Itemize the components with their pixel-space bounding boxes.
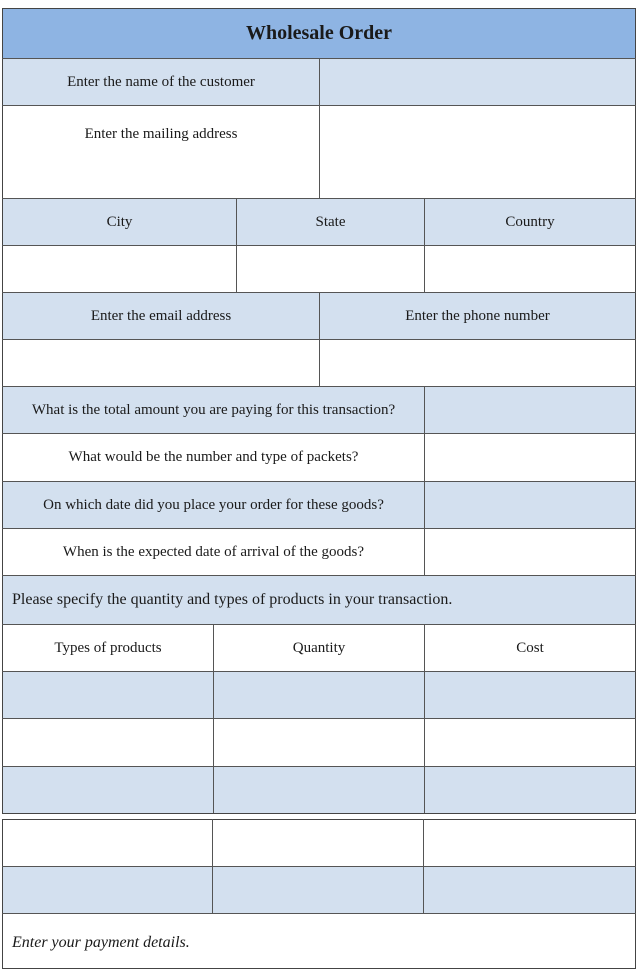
total-amount-input[interactable] (425, 387, 635, 433)
divider (2, 528, 636, 529)
product-cost-cell[interactable] (425, 672, 635, 718)
divider (2, 913, 636, 914)
email-input[interactable] (3, 340, 319, 386)
state-input[interactable] (237, 246, 424, 292)
divider (2, 866, 636, 867)
customer-name-input[interactable] (320, 59, 635, 105)
product-cost-cell[interactable] (425, 767, 635, 813)
divider (2, 671, 636, 672)
divider (424, 624, 425, 813)
payment-details-label: Enter your payment details. (12, 933, 190, 951)
packets-input[interactable] (425, 434, 635, 481)
divider (2, 481, 636, 482)
divider (2, 198, 636, 199)
divider (319, 58, 320, 198)
form-title: Wholesale Order (3, 9, 635, 58)
product-quantity-cell[interactable] (213, 820, 423, 866)
product-type-cell[interactable] (3, 820, 212, 866)
product-cost-cell[interactable] (425, 719, 635, 766)
product-quantity-cell[interactable] (213, 867, 423, 913)
col-quantity-header: Quantity (292, 639, 346, 656)
customer-name-label: Enter the name of the customer (3, 59, 319, 105)
packets-question: What would be the number and type of packets? (68, 449, 359, 465)
divider (2, 624, 636, 625)
divider (2, 766, 636, 767)
product-cost-cell[interactable] (424, 820, 635, 866)
state-label: State (237, 199, 424, 245)
order-date-input[interactable] (425, 482, 635, 528)
product-type-cell[interactable] (3, 719, 213, 766)
product-quantity-cell[interactable] (214, 719, 424, 766)
divider (319, 292, 320, 386)
col-cost-header: Cost (516, 639, 544, 656)
divider (424, 198, 425, 292)
product-type-cell[interactable] (3, 672, 213, 718)
divider (212, 819, 213, 913)
product-quantity-cell[interactable] (214, 767, 424, 813)
mailing-address-label: Enter the mailing address (84, 126, 238, 142)
product-cost-cell[interactable] (424, 867, 635, 913)
arrival-date-input[interactable] (425, 529, 635, 575)
country-label: Country (425, 199, 635, 245)
phone-label: Enter the phone number (320, 293, 635, 339)
city-input[interactable] (3, 246, 236, 292)
divider (236, 198, 237, 292)
product-type-cell[interactable] (3, 767, 213, 813)
country-input[interactable] (425, 246, 635, 292)
product-quantity-cell[interactable] (214, 672, 424, 718)
divider (2, 575, 636, 576)
divider (2, 245, 636, 246)
col-products-header: Types of products (54, 639, 162, 656)
phone-input[interactable] (320, 340, 635, 386)
mailing-address-input[interactable] (320, 106, 635, 198)
email-label: Enter the email address (3, 293, 319, 339)
divider (213, 624, 214, 813)
divider (2, 718, 636, 719)
product-type-cell[interactable] (3, 867, 212, 913)
divider (423, 819, 424, 913)
order-date-question: On which date did you place your order for these goods? (3, 482, 424, 528)
total-amount-question: What is the total amount you are paying for this transaction? (3, 387, 424, 433)
products-instruction: Please specify the quantity and types of products in your transaction. (3, 576, 635, 624)
divider (424, 386, 425, 575)
divider (2, 386, 636, 387)
divider (2, 433, 636, 434)
arrival-date-question: When is the expected date of arrival of the goods? (62, 543, 365, 560)
city-label: City (3, 199, 236, 245)
